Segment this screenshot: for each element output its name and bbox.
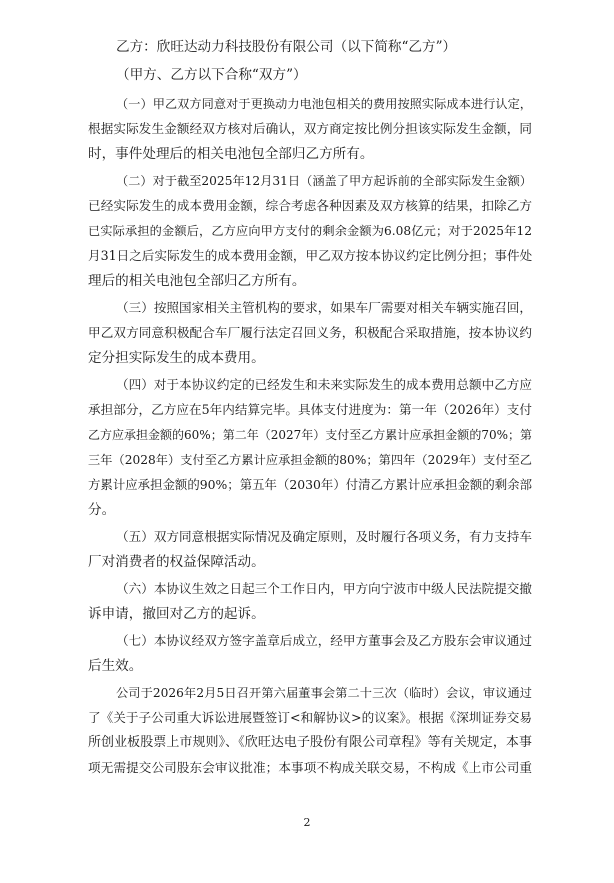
page-number: 2	[303, 816, 311, 829]
text-line: （六）本协议生效之日起三个工作日内，甲方向宁波市中级人民法院提交撤	[116, 581, 532, 596]
text-line: 方累计应承担金额的90%；第五年（2030年）付清乙方累计应承担金额的剩余部	[88, 477, 532, 492]
text-line: 乙方应承担金额的60%；第二年（2027年）支付至乙方累计应承担金额的70%；第	[88, 428, 532, 442]
text-line: （一）甲乙双方同意对于更换动力电池包相关的费用按照实际成本进行认定，	[116, 97, 532, 111]
text-line: 已实际承担的金额后，乙方应向甲方支付的剩余金额为6.08亿元；对于2025年12	[88, 224, 532, 238]
text-line: 分。	[88, 502, 116, 518]
text-line: （五）双方同意根据实际情况及确定原则，及时履行各项义务，有力支持车	[116, 529, 532, 544]
text-line: 甲乙双方同意积极配合车厂履行法定召回义务，积极配合采取措施，按本协议约	[88, 325, 532, 340]
text-line: （七）本协议经双方签字盖章后成立，经甲方董事会及乙方股东会审议通过	[116, 633, 532, 648]
text-line: （三）按照国家相关主管机构的要求，如果车厂需要对相关车辆实施召回，	[116, 300, 532, 315]
text-line: 承担部分，乙方应在5年内结算完毕。具体支付进度为：第一年（2026年）支付	[88, 402, 532, 417]
text-line: 定分担实际发生的成本费用。	[88, 350, 265, 366]
text-line: 后生效。	[88, 658, 143, 674]
text-line: 公司于2026年2月5日召开第六届董事会第二十三次（临时）会议，审议通过	[116, 686, 532, 700]
text-line: 项无需提交公司股东会审议批准；本事项不构成关联交易，不构成《上市公司重	[88, 760, 532, 775]
text-line: 理后的相关电池包全部归乙方所有。	[88, 273, 306, 289]
text-line: 已经实际发生的成本费用金额，综合考虑各种因素及双方核算的结果，扣除乙方	[88, 198, 532, 213]
text-line: 乙方：欣旺达动力科技股份有限公司（以下简称“乙方”）	[116, 39, 457, 55]
text-line: （甲方、乙方以下合称“双方”）	[116, 67, 307, 83]
text-line: （二）对于截至2025年12月31日（涵盖了甲方起诉前的全部实际发生金额）	[116, 174, 532, 188]
text-line: 诉申请，撤回对乙方的起诉。	[88, 606, 265, 622]
text-line: 根据实际发生金额经双方核对后确认，双方商定按比例分担该实际发生金额，同	[88, 121, 532, 136]
text-line: 三年（2028年）支付至乙方累计应承担金额的80%；第四年（2029年）支付至乙	[88, 453, 532, 467]
text-line: 厂对消费者的权益保障活动。	[88, 554, 265, 570]
text-line: （四）对于本协议约定的已经发生和未来实际发生的成本费用总额中乙方应	[116, 377, 532, 392]
text-line: 所创业板股票上市规则》、《欣旺达电子股份有限公司章程》等有关规定，本事	[88, 735, 532, 750]
text-line: 月31日之后实际发生的成本费用金额，甲乙双方按本协议约定比例分担；事件处	[88, 248, 533, 263]
text-line: 时，事件处理后的相关电池包全部归乙方所有。	[88, 146, 374, 162]
text-line: 了《关于子公司重大诉讼进展暨签订<和解协议>的议案》。根据《深圳证券交易	[88, 710, 532, 725]
